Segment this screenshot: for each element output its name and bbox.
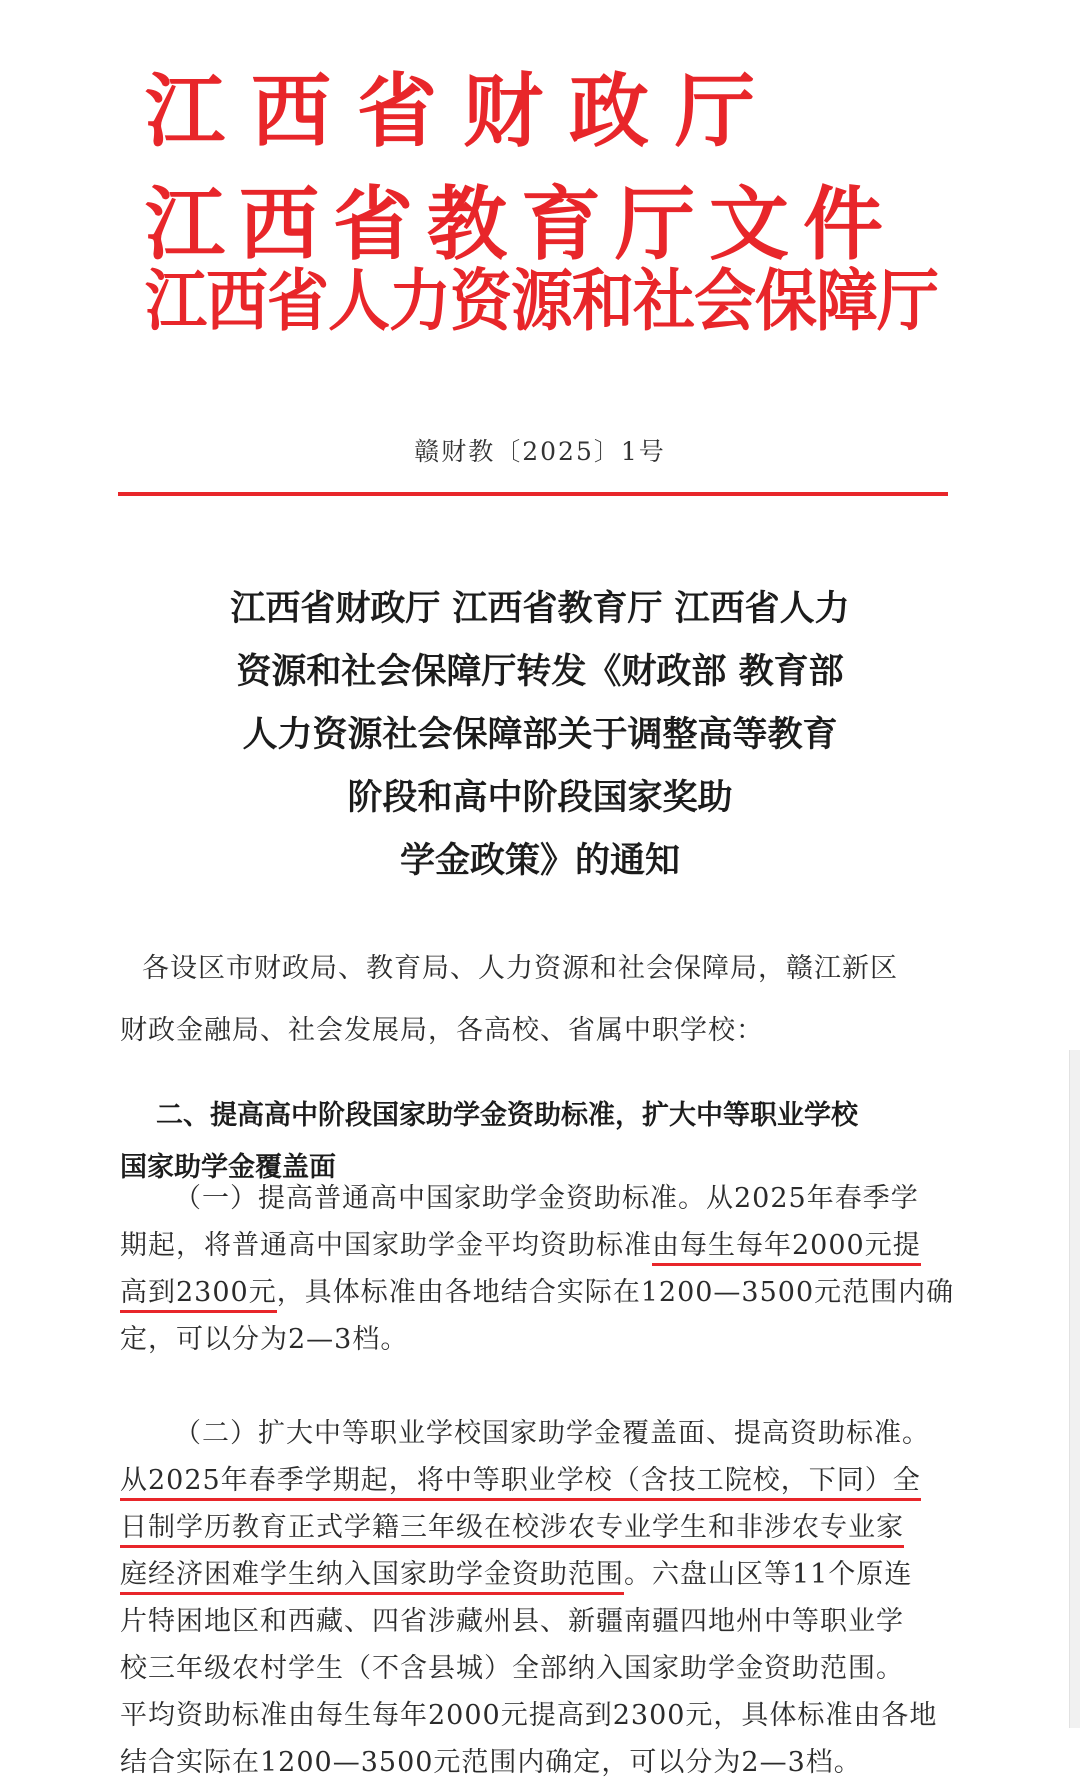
para-line: （二）扩大中等职业学校国家助学金覆盖面、提高资助标准。 <box>174 1418 930 1449</box>
red-divider <box>118 492 948 496</box>
addressee-line: 各设区市财政局、教育局、人力资源和社会保障局，赣江新区 <box>142 953 898 984</box>
underlined-highlight: 从2025年春季学期起，将中等职业学校（含技工院校，下同）全 <box>120 1465 921 1501</box>
para-line: 定，可以分为2—3档。 <box>120 1324 409 1355</box>
addressees <box>120 938 950 1062</box>
addressee-line: 财政金融局、社会发展局，各高校、省属中职学校： <box>120 1015 764 1046</box>
document-title <box>100 578 980 893</box>
title-line: 学金政策》的通知 <box>399 841 680 881</box>
underlined-highlight: 日制学历教育正式学籍三年级在校涉农专业学生和非涉农专业家 <box>120 1512 904 1548</box>
title-line: 阶段和高中阶段国家奖助 <box>347 778 733 818</box>
title-line: 资源和社会保障厅转发《财政部 教育部 <box>236 652 844 692</box>
para-text: 期起，将普通高中国家助学金平均资助标准 <box>120 1230 652 1261</box>
section-heading-line: 二、提高高中阶段国家助学金资助标准，扩大中等职业学校 <box>156 1100 858 1131</box>
para-text: 。六盘山区等11个原连 <box>624 1559 913 1590</box>
masthead-line-education: 江西省教育厅文件 <box>145 178 897 271</box>
title-line: 人力资源社会保障部关于调整高等教育 <box>242 715 838 755</box>
paragraph-vocational-grant <box>120 1410 960 1786</box>
para-line: （一）提高普通高中国家助学金资助标准。从2025年春季学 <box>174 1183 919 1214</box>
paragraph-high-school-grant <box>120 1175 960 1363</box>
para-text: ，具体标准由各地结合实际在1200—3500元范围内确 <box>276 1277 955 1308</box>
underlined-highlight: 庭经济困难学生纳入国家助学金资助范围 <box>120 1559 624 1595</box>
para-line <box>120 1551 960 1598</box>
masthead-line-finance: 江西省财政厅 <box>145 65 781 158</box>
para-line <box>120 1457 960 1504</box>
document-number: 赣财教〔2025〕1号 <box>414 437 666 466</box>
para-line: 校三年级农村学生（不含县城）全部纳入国家助学金资助范围。 <box>120 1653 904 1684</box>
para-line: 片特困地区和西藏、四省涉藏州县、新疆南疆四地州中等职业学 <box>120 1606 904 1637</box>
scan-edge <box>1069 1050 1080 1728</box>
para-line: 平均资助标准由每生每年2000元提高到2300元，具体标准由各地 <box>120 1700 938 1731</box>
underlined-highlight: 高到2300元 <box>120 1277 277 1313</box>
para-line <box>120 1504 960 1551</box>
para-line <box>120 1269 960 1316</box>
para-line: 结合实际在1200—3500元范围内确定，可以分为2—3档。 <box>120 1747 862 1778</box>
masthead-line-hrss: 江西省人力资源和社会保障厅 <box>145 261 939 341</box>
section-heading-line: 国家助学金覆盖面 <box>120 1152 336 1183</box>
underlined-highlight: 由每生每年2000元提 <box>652 1230 921 1266</box>
title-line: 江西省财政厅 江西省教育厅 江西省人力 <box>230 589 850 629</box>
para-line <box>120 1222 960 1269</box>
